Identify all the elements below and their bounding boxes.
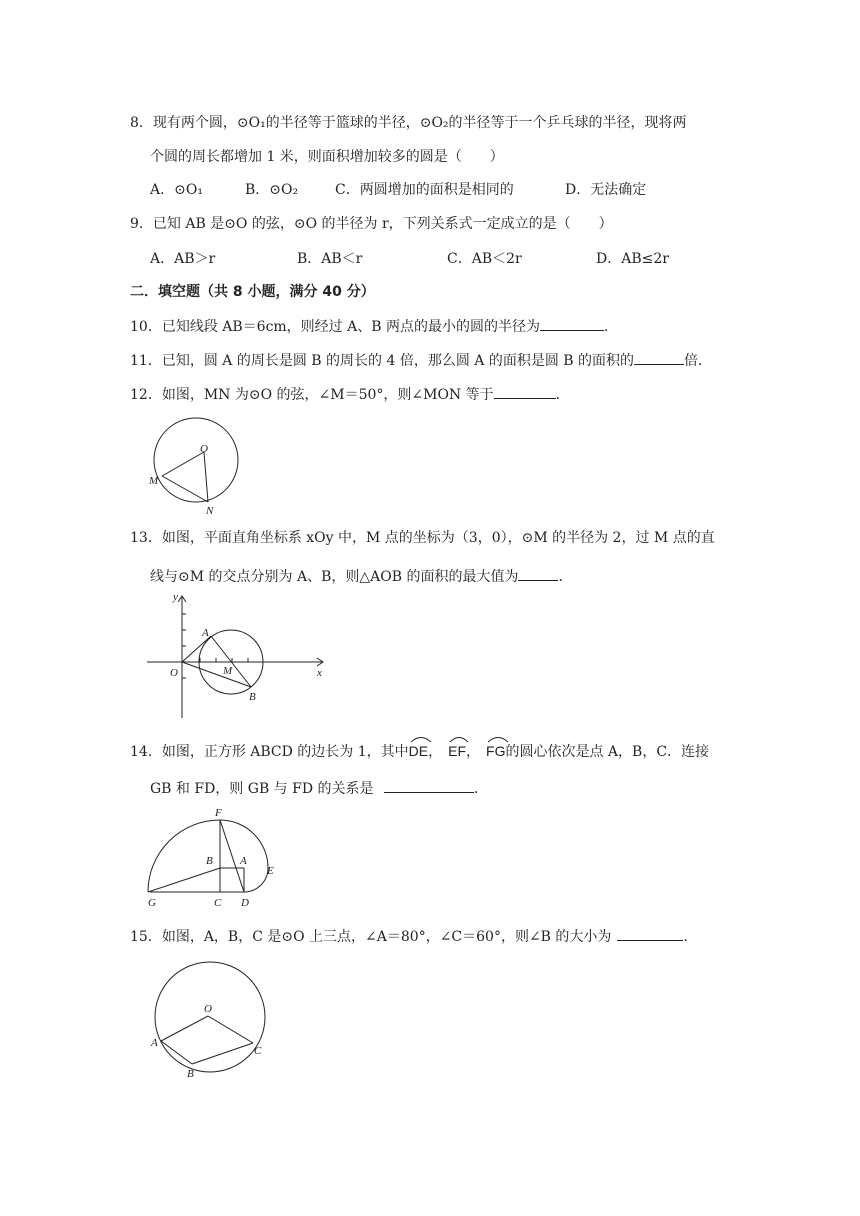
question-11 (130, 350, 712, 370)
figure-15-circle-diagram (140, 960, 280, 1085)
arc-ef-label (448, 742, 466, 761)
label-c: C (254, 1045, 262, 1057)
label-g: G (148, 897, 156, 909)
question-11-end: 倍． (684, 353, 713, 369)
question-15-text: 15．如图，A，B，C 是⊙O 上三点，∠A＝80°，∠C＝60°，则∠B 的大小为 (130, 929, 612, 945)
figure-12-circle-diagram (140, 410, 260, 518)
label-o: O (200, 443, 208, 455)
question-14-line-2 (150, 778, 488, 798)
question-8-option-d: D．无法确定 (565, 182, 647, 198)
figure-14-square-arcs-diagram (140, 800, 300, 910)
question-10 (130, 316, 618, 336)
question-12 (130, 384, 570, 404)
section-2-heading: 二．填空题（共 8 小题，满分 40 分） (130, 284, 375, 300)
question-13-line-1: 13．如图，平面直角坐标系 xOy 中，M 点的坐标为（3，0），⊙M 的半径为 2，过 M 点的直 (130, 530, 715, 546)
label-m: M (223, 665, 233, 677)
question-12-end: ． (555, 387, 570, 403)
question-8-option-a: A．⊙O₁ (150, 182, 203, 198)
arc-de-text: DE (408, 743, 429, 759)
arc-fg-label (486, 742, 505, 761)
label-a: A (151, 1037, 158, 1049)
question-14-line-1-end: 的圆心依次是点 A，B，C．连接 (505, 744, 710, 760)
question-11-text: 11．已知，圆 A 的周长是圆 B 的周长的 4 倍，那么圆 A 的面积是圆 B 的面积的 (130, 353, 635, 369)
question-14-line-1-start: 14．如图，正方形 ABCD 的边长为 1，其中 (130, 744, 409, 760)
question-13-line-2-text: 线与⊙M 的交点分别为 A、B，则△AOB 的面积的最大值为 (150, 569, 519, 585)
question-8-line-1: 8．现有两个圆，⊙O₁的半径等于篮球的半径，⊙O₂的半径等于一个乒乓球的半径，现将两 (130, 115, 687, 131)
answer-blank-12[interactable] (494, 384, 556, 399)
label-e: E (267, 865, 274, 877)
question-15-end: ． (683, 929, 698, 945)
answer-blank-10[interactable] (540, 316, 604, 331)
arc-de-label (409, 742, 428, 761)
arc-fg-text: FG (486, 743, 506, 759)
question-14-line-1: 14．如图，正方形 ABCD 的边长为 1，其中 DE， EF， FG的圆心依次是点 A，B，C．连接 (130, 742, 709, 761)
question-9-option-d: D．AB≤2r (596, 251, 669, 267)
label-b: B (249, 691, 256, 703)
label-o: O (170, 667, 178, 679)
question-8-option-c: C．两圆增加的面积是相同的 (335, 182, 514, 198)
label-b: B (206, 855, 213, 867)
label-m: M (149, 475, 159, 487)
question-8-line-2: 个圆的周长都增加 1 米，则面积增加较多的圆是（ ） (150, 149, 504, 165)
label-n: N (206, 505, 214, 517)
question-8-option-b: B．⊙O₂ (245, 182, 299, 198)
label-d: D (241, 897, 249, 909)
question-9-option-b: B．AB＜r (297, 251, 363, 267)
question-10-text: 10．已知线段 AB＝6cm，则经过 A、B 两点的最小的圆的半径为 (130, 319, 540, 335)
question-9-line-1: 9．已知 AB 是⊙O 的弦，⊙O 的半径为 r，下列关系式一定成立的是（ ） (130, 216, 613, 232)
label-y: y (173, 591, 178, 603)
label-b: B (187, 1068, 194, 1080)
question-15 (130, 926, 697, 946)
question-9-option-a: A．AB＞r (150, 251, 216, 267)
question-14-line-2-text: GB 和 FD，则 GB 与 FD 的关系是 (150, 781, 374, 797)
answer-blank-13[interactable] (518, 566, 558, 581)
question-10-end: ． (603, 319, 618, 335)
question-13-end: ． (558, 569, 573, 585)
label-c: C (214, 897, 222, 909)
label-f: F (215, 807, 222, 819)
figure-13-coordinate-diagram (145, 590, 335, 722)
answer-blank-15[interactable] (617, 926, 683, 941)
label-x: x (317, 667, 322, 679)
question-14-end: ． (473, 781, 488, 797)
label-a: A (240, 855, 247, 867)
label-a: A (202, 627, 209, 639)
label-o: O (204, 1003, 212, 1015)
arc-ef-text: EF (448, 743, 467, 759)
answer-blank-11[interactable] (634, 350, 684, 365)
question-12-text: 12．如图，MN 为⊙O 的弦，∠M＝50°，则∠MON 等于 (130, 387, 494, 403)
question-13-line-2 (150, 566, 572, 586)
answer-blank-14[interactable] (384, 778, 474, 793)
question-9-option-c: C．AB＜2r (447, 251, 522, 267)
